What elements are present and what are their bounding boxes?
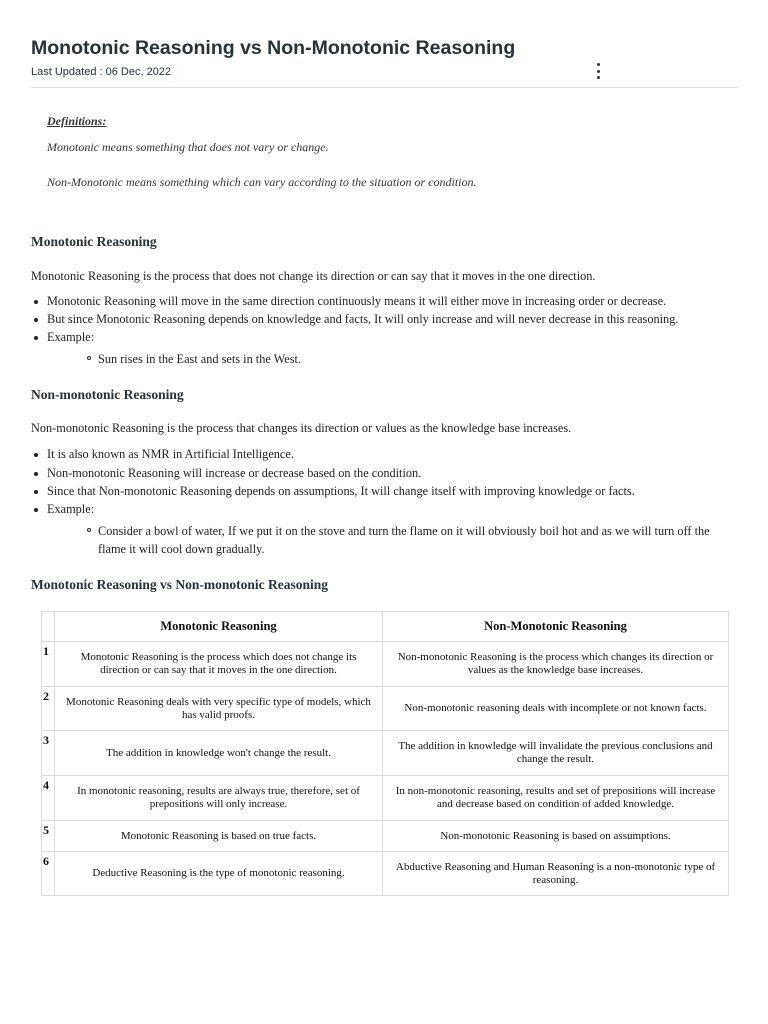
page-title: Monotonic Reasoning vs Non-Monotonic Reasoning [31, 37, 516, 59]
table-header-row [42, 612, 729, 642]
table-row [42, 821, 729, 852]
list-item: But since Monotonic Reasoning depends on knowledge and facts, It will only increase and will never decrease in this reasoning. [47, 312, 679, 326]
cell-non-monotonic: Non-monotonic reasoning deals with incomplete or not known facts. [383, 687, 729, 731]
row-number: 5 [42, 821, 55, 852]
list-item: Non-monotonic Reasoning will increase or decrease based on the condition. [47, 466, 422, 480]
cell-non-monotonic: In non-monotonic reasoning, results and set of prepositions will increase and decrease based on condition of added knowledge. [383, 776, 729, 821]
definitions-heading: Definitions: [47, 114, 107, 128]
table-corner-cell [42, 612, 55, 642]
list-item: Example: [47, 330, 95, 344]
row-number: 6 [42, 852, 55, 896]
table-row [42, 642, 729, 687]
cell-monotonic: In monotonic reasoning, results are always true, therefore, set of prepositions will only increase. [55, 776, 383, 821]
monotonic-heading: Monotonic Reasoning [31, 234, 157, 249]
monotonic-intro: Monotonic Reasoning is the process that does not change its direction or can say that it moves in the one direction. [31, 269, 596, 283]
cell-monotonic: Monotonic Reasoning is the process which does not change its direction or can say that it moves in the one direction. [55, 642, 383, 687]
cell-monotonic: Monotonic Reasoning is based on true facts. [55, 821, 383, 852]
list-item: Example: [47, 502, 95, 516]
row-number: 2 [42, 687, 55, 731]
list-item: Since that Non-monotonic Reasoning depends on assumptions, It will change itself with improving knowledge or facts. [47, 484, 635, 498]
cell-non-monotonic: Non-monotonic Reasoning is based on assumptions. [383, 821, 729, 852]
cell-monotonic: The addition in knowledge won't change the result. [55, 731, 383, 776]
column-header-non-monotonic: Non-Monotonic Reasoning [383, 612, 729, 642]
definition-monotonic: Monotonic means something that does not vary or change. [47, 140, 329, 154]
non-monotonic-heading: Non-monotonic Reasoning [31, 387, 184, 402]
non-monotonic-intro: Non-monotonic Reasoning is the process that changes its direction or values as the knowledge base increases. [31, 421, 572, 435]
list-item: Monotonic Reasoning will move in the same direction continuously means it will either move in increasing order or decrease. [47, 294, 667, 308]
cell-non-monotonic: Non-monotonic Reasoning is the process which changes its direction or values as the knowledge base increases. [383, 642, 729, 687]
cell-non-monotonic: Abductive Reasoning and Human Reasoning is a non-monotonic type of reasoning. [383, 852, 729, 896]
monotonic-example: Sun rises in the East and sets in the West. [98, 352, 302, 366]
list-item: It is also known as NMR in Artificial Intelligence. [47, 447, 294, 461]
row-number: 1 [42, 642, 55, 687]
column-header-monotonic: Monotonic Reasoning [55, 612, 383, 642]
header-divider [31, 87, 738, 88]
cell-monotonic: Monotonic Reasoning deals with very specific type of models, which has valid proofs. [55, 687, 383, 731]
last-updated: Last Updated : 06 Dec, 2022 [31, 66, 172, 78]
table-row [42, 687, 729, 731]
row-number: 3 [42, 731, 55, 776]
comparison-table [41, 611, 729, 896]
cell-monotonic: Deductive Reasoning is the type of monotonic reasoning. [55, 852, 383, 896]
table-row [42, 731, 729, 776]
more-options-icon[interactable] [594, 63, 602, 79]
comparison-heading: Monotonic Reasoning vs Non-monotonic Reasoning [31, 577, 329, 592]
definition-non-monotonic: Non-Monotonic means something which can vary according to the situation or condition. [47, 175, 477, 189]
cell-non-monotonic: The addition in knowledge will invalidate the previous conclusions and change the result. [383, 731, 729, 776]
non-monotonic-example: Consider a bowl of water, If we put it on the stove and turn the flame on it will obviously boil hot and as we will turn off the flame it will cool down gradually. [98, 522, 738, 558]
table-row [42, 776, 729, 821]
row-number: 4 [42, 776, 55, 821]
table-row [42, 852, 729, 896]
